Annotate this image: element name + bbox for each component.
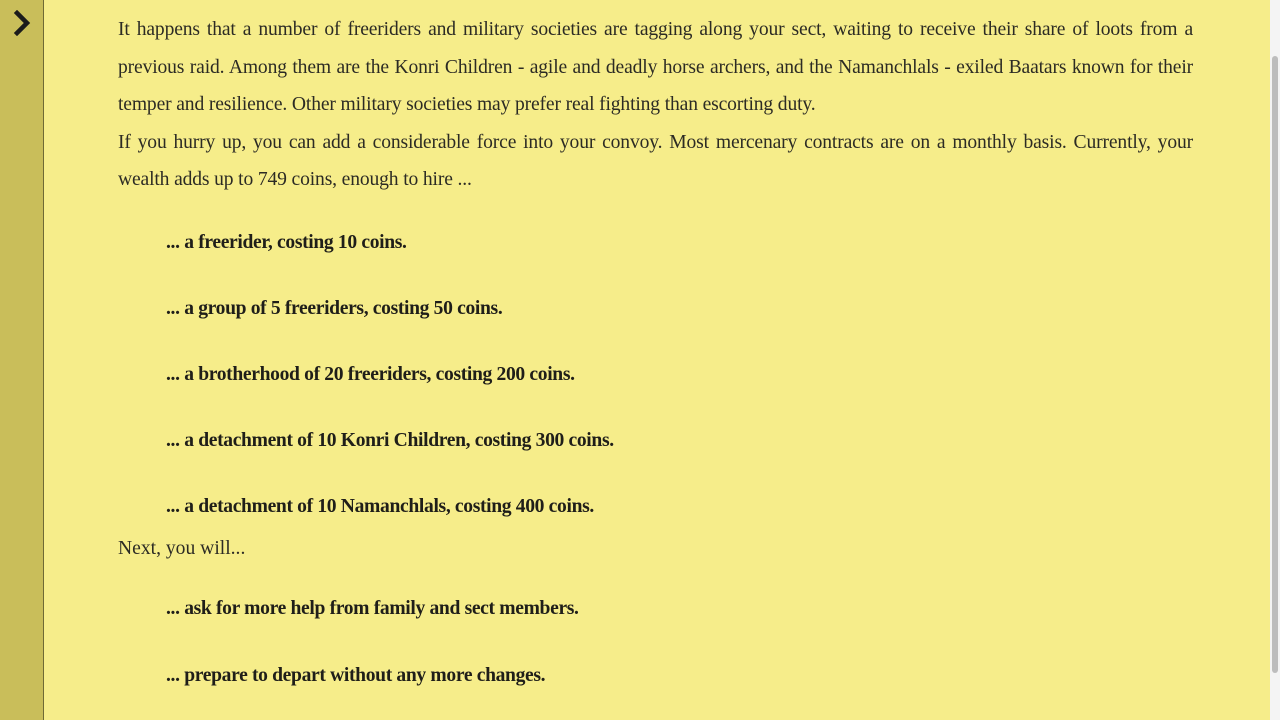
sidebar-toggle-button[interactable] bbox=[10, 10, 36, 36]
story-panel bbox=[44, 0, 1270, 720]
choice-hire-brotherhood[interactable]: ... a brotherhood of 20 freeriders, costing 200 coins. bbox=[166, 364, 575, 385]
hire-choice-list bbox=[166, 225, 614, 555]
choice-prepare-to-depart[interactable]: ... prepare to depart without any more changes. bbox=[166, 665, 546, 686]
scrollbar[interactable] bbox=[1270, 0, 1280, 720]
story-paragraph: If you hurry up, you can add a considerable force into your convoy. Most mercenary contracts are on a monthly basis. Currently, your wealth adds up to 749 coins, enough to hire ... bbox=[118, 131, 1193, 190]
story-text bbox=[118, 11, 1193, 199]
choice-hire-konri-children[interactable]: ... a detachment of 10 Konri Children, costing 300 coins. bbox=[166, 430, 614, 451]
choice-ask-for-help[interactable]: ... ask for more help from family and sect members. bbox=[166, 598, 579, 619]
story-paragraph: It happens that a number of freeriders and military societies are tagging along your sect, waiting to receive their share of loots from a previous raid. Among them are the Konri Children - agile and deadly horse archers, and the Namanchlals - exiled Baatars known for their temper and resilience. Other military societies may prefer real fighting than escorting duty. bbox=[118, 19, 1193, 115]
sidebar bbox=[0, 0, 44, 720]
next-choice-list bbox=[166, 591, 579, 720]
choice-hire-group-freeriders[interactable]: ... a group of 5 freeriders, costing 50 coins. bbox=[166, 298, 503, 319]
next-prompt: Next, you will... bbox=[118, 538, 246, 559]
scrollbar-thumb[interactable] bbox=[1272, 56, 1278, 673]
choice-hire-namanchlals[interactable]: ... a detachment of 10 Namanchlals, costing 400 coins. bbox=[166, 496, 594, 517]
choice-hire-freerider[interactable]: ... a freerider, costing 10 coins. bbox=[166, 232, 407, 253]
chevron-right-icon bbox=[10, 10, 36, 36]
